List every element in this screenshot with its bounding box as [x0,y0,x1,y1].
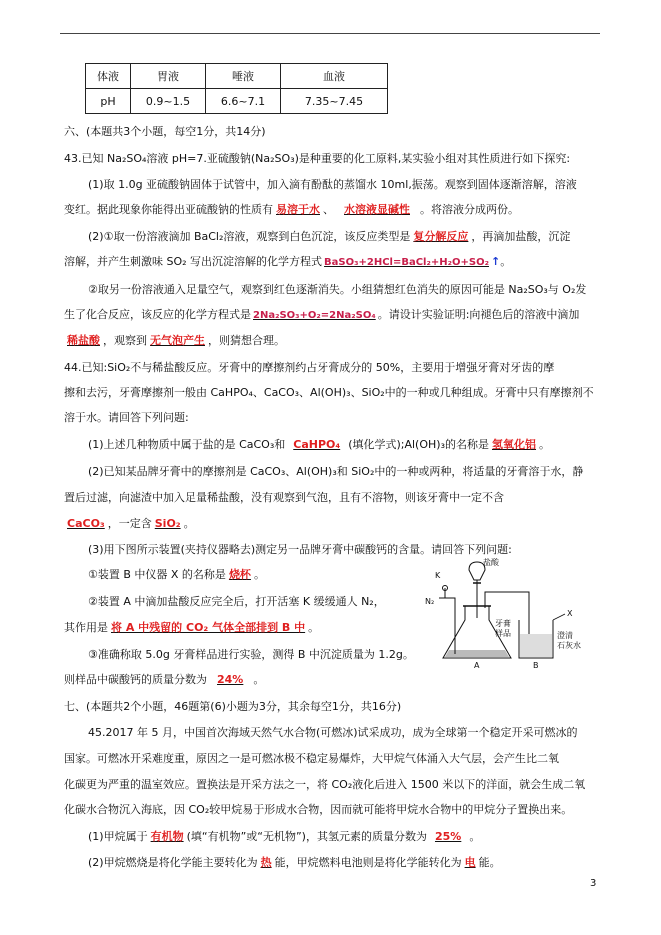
table-row [86,89,388,114]
text: 能。 [478,856,501,869]
up-arrow-icon: ↑ [490,255,501,268]
label-a: A [474,661,480,670]
text: 。 [308,621,320,634]
text: 。将溶液分成两份。 [420,203,519,216]
table-header-cell: 唾液 [206,64,281,89]
limewater [520,634,552,657]
q44-p2-line2: 置后过滤，向滤渣中加入足量稀盐酸，没有观察到气泡，且有不溶物，则该牙膏中一定不含 [64,491,504,504]
label-x: X [567,609,573,618]
q43-p2-line1 [88,228,570,244]
table-header-row [86,64,388,89]
text: 。 [469,830,481,843]
section-7-header: 七、(本题共2个小题，46题第(6)小题为3分，其余每空1分，共16分) [64,700,402,713]
ph-table [85,63,388,114]
label-n2: N₂ [425,597,435,606]
q45-line1: 45.2017 年 5 月，中国首次海域天然气水合物(可燃冰)试采成功，成为全球第一个稳定开采可燃冰的 [88,726,578,739]
q44-p3a [88,566,265,582]
text: (填“有机物”或“无机物”)，其氢元素的质量分数为 [186,830,427,843]
answer-blank: 电 [464,856,476,869]
text: 生了化合反应，该反应的化学方程式是 [64,308,251,321]
q43-p1-line1: (1)取 1.0g 亚硫酸钠固体于试管中，加入滴有酚酞的蒸馏水 10ml,振荡。观察到固体逐渐溶解，溶液 [88,178,577,191]
q44-p3c-line2 [64,671,264,687]
q43-p2b-line1: ②取另一份溶液通入足量空气，观察到红色逐渐消失。小组猜想红色消失的原因可能是 Na₂SO₃与 O₂发 [88,283,587,296]
q45-p2 [88,854,501,870]
table-cell: pH [86,89,131,114]
answer-blank: 水溶液显碱性 [344,203,410,216]
answer-blank: 复分解反应 [413,230,469,243]
answer-blank: 25% [434,830,462,843]
text: (1)上述几种物质中属于盐的是 CaCO₃和 [88,438,286,451]
equation-answer: BaSO₃+2HCl=BaCl₂+H₂O+SO₂ [324,257,489,268]
answer-blank: 稀盐酸 [67,334,100,347]
n2-inlet-tube [439,598,455,618]
q43-p2b-line3 [64,332,285,348]
text: 溶解，并产生刺激味 SO₂ 写出沉淀溶解的化学方程式 [64,255,323,268]
section-6-header: 六、(本题共3个小题，每空1分，共14分) [64,125,266,138]
text: ，则猜想合理。 [208,334,285,347]
text: 、 [323,203,334,216]
text: 。 [253,673,265,686]
text: (1)甲烷属于 [88,830,148,843]
table-header-cell: 胃液 [131,64,206,89]
q45-line3: 化碳更为严重的温室效应。置换法是开采方法之一，将 CO₂液化后进入 1500 米以下的洋面，就会生成二氧 [64,778,586,791]
page-number: 3 [590,878,597,889]
q44-intro2: 擦和去污，牙膏摩擦剂一般由 CaHPO₄、CaCO₃、Al(OH)₃、SiO₂中的一种或几种组成。牙膏中只有摩擦剂不 [64,386,594,399]
q44-p3-line1: (3)用下图所示装置(夹持仪器略去)测定另一品牌牙膏中碳酸钙的含量。请回答下列问题: [88,543,512,556]
q44-intro3: 溶于水。请回答下列问题: [64,411,189,424]
q44-p3b-line1: ②装置 A 中滴加盐酸反应完全后，打开活塞 K 缓缓通人 N₂， [88,595,385,608]
label-lime-2: 石灰水 [557,641,581,650]
q43-p2-line2 [64,253,511,269]
answer-blank: 将 A 中残留的 CO₂ 气体全部排到 B 中 [111,621,306,634]
text: 。请设计实验证明:向褪色后的溶液中滴加 [377,308,580,321]
text: ①装置 B 中仪器 X 的名称是 [88,568,226,581]
answer-blank: 氢氧化铝 [491,438,536,451]
answer-blank: 烧杯 [228,568,251,581]
text: (填化学式);Al(OH)₃的名称是 [348,438,489,451]
x-pointer [553,614,565,620]
apparatus-figure [425,558,615,670]
label-sample-2: 样品 [495,629,511,638]
label-b: B [533,661,539,670]
text: 变红。据此现象你能得出亚硫酸钠的性质有 [64,203,273,216]
label-k: K [435,571,441,580]
table-cell: 6.6~7.1 [206,89,281,114]
equation-answer: 2Na₂SO₃+O₂=2Na₂SO₄ [253,310,376,321]
label-lime-1: 澄清 [557,631,573,640]
header-rule [60,33,600,34]
text: 。 [500,255,512,268]
answer-blank: CaHPO₄ [293,438,341,451]
text: ，一定含 [107,517,152,530]
text: (2)甲烷燃烧是将化学能主要转化为 [88,856,258,869]
q44-p2-line1: (2)已知某品牌牙膏中的摩擦剂是 CaCO₃、Al(OH)₃和 SiO₂中的一种或两种，将适量的牙膏溶于水，静 [88,465,584,478]
table-header-cell: 血液 [281,64,388,89]
q43-p2b-line2 [64,306,579,322]
answer-blank: 24% [217,673,244,686]
text: 则样品中碳酸钙的质量分数为 [64,673,207,686]
text: 其作用是 [64,621,108,634]
text: 能，甲烷燃料电池则是将化学能转化为 [274,856,462,869]
text: ，再滴加盐酸，沉淀 [471,230,571,243]
text: (2)①取一份溶液滴加 BaCl₂溶液，观察到白色沉淀，该反应类型是 [88,230,411,243]
q43-p1-line2 [64,201,519,217]
answer-blank: CaCO₃ [67,517,105,530]
q44-p2-line3 [64,515,195,531]
answer-blank: 热 [260,856,272,869]
q44-intro1: 44.已知:SiO₂不与稀盐酸反应。牙膏中的摩擦剂约占牙膏成分的 50%，主要用于增强牙膏对牙齿的摩 [64,361,555,374]
table-cell: 0.9~1.5 [131,89,206,114]
q43-intro: 43.已知 Na₂SO₄溶液 pH=7.亚硫酸钠(Na₂SO₃)是种重要的化工原料,某实验小组对其性质进行如下探究: [64,152,571,165]
answer-blank: 有机物 [150,830,184,843]
answer-blank: 无气泡产生 [150,334,205,347]
answer-blank: 易溶于水 [276,203,320,216]
label-hcl: 盐酸 [483,558,499,567]
text: 。 [538,438,550,451]
q44-p3c-line1: ③准确称取 5.0g 牙膏样品进行实验，测得 B 中沉淀质量为 1.2g。 [88,648,414,661]
text: 。 [253,568,265,581]
text: ，观察到 [103,334,147,347]
q44-p3b-line2 [64,619,319,635]
table-header-cell: 体液 [86,64,131,89]
q44-p1 [88,436,550,452]
q45-line4: 化碳水合物沉入海底，因 CO₂较甲烷易于形成水合物，因而就可能将甲烷水合物中的甲烷分子置换出来。 [64,803,573,816]
text: 。 [183,517,195,530]
table-cell: 7.35~7.45 [281,89,388,114]
q45-line2: 国家。可燃冰开采难度重，原因之一是可燃冰极不稳定易爆炸，大甲烷气体涌入大气层，会产生比二氧 [64,752,559,765]
q45-p1 [88,828,480,844]
answer-blank: SiO₂ [154,517,181,530]
label-sample-1: 牙膏 [495,619,511,628]
